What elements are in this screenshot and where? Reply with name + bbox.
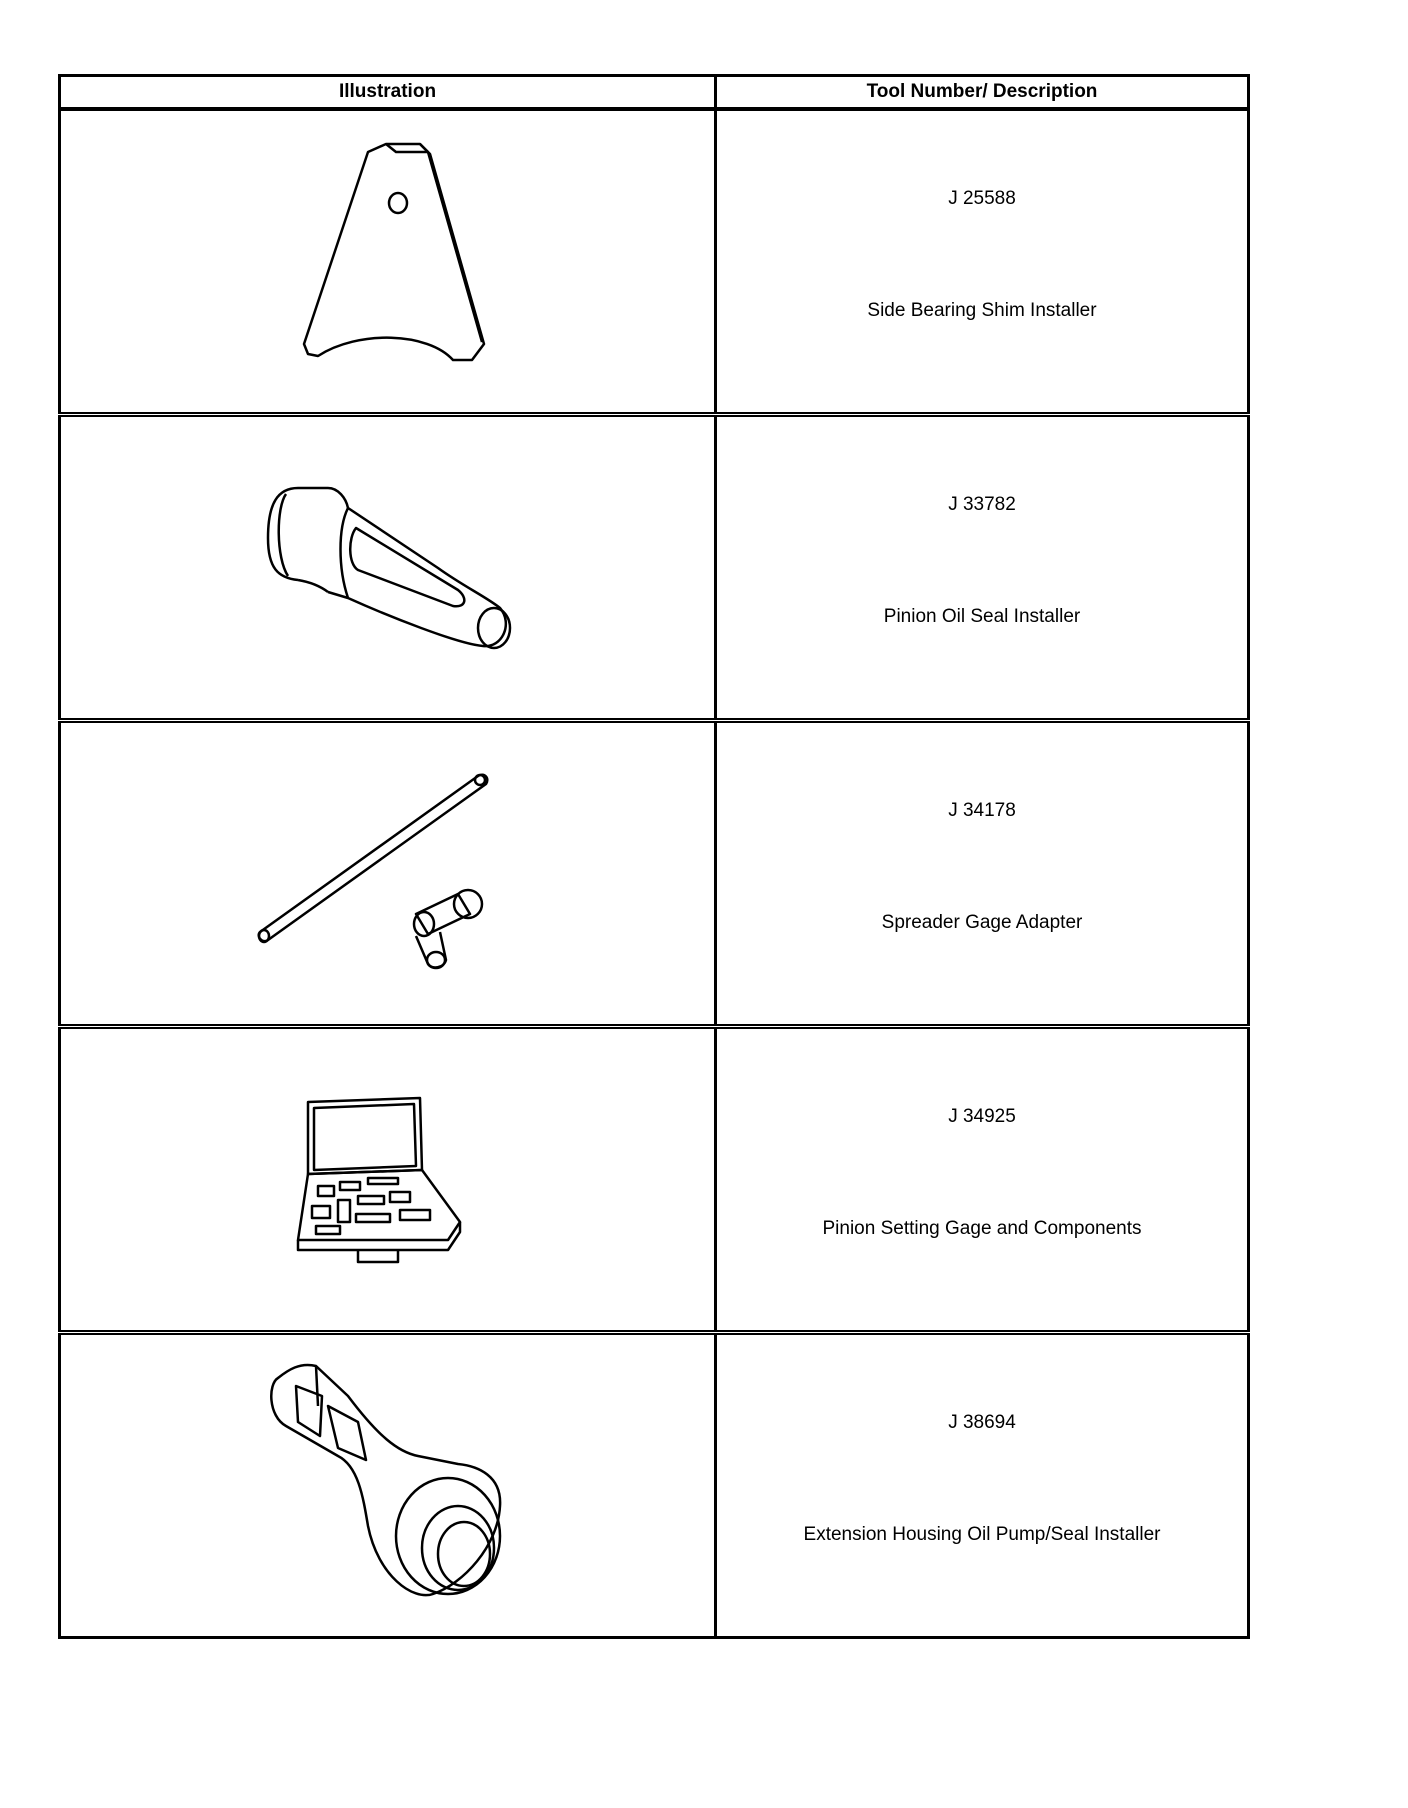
illustration-cell [60, 109, 716, 415]
tool-description: Spreader Gage Adapter [881, 911, 1083, 933]
seal-installer-icon [238, 458, 538, 678]
tool-number: J 34178 [948, 799, 1016, 821]
gage-kit-case-icon [288, 1090, 488, 1270]
tool-number: J 38694 [948, 1411, 1016, 1433]
illustration-cell [60, 721, 716, 1027]
illustration-cell [60, 1333, 716, 1638]
tool-number: J 34925 [948, 1105, 1016, 1127]
table-row [60, 109, 1249, 415]
tool-description: Pinion Oil Seal Installer [883, 605, 1081, 627]
extension-installer-icon [238, 1356, 538, 1616]
header-tool-number-description: Tool Number/ Description [716, 76, 1249, 110]
header-illustration: Illustration [60, 76, 716, 110]
special-tools-table [58, 74, 1250, 1639]
shim-installer-icon [258, 132, 518, 392]
table-row [60, 415, 1249, 721]
tool-cell [716, 1027, 1249, 1333]
table-row [60, 1333, 1249, 1638]
table-row [60, 721, 1249, 1027]
tool-number: J 25588 [948, 187, 1016, 209]
tool-number: J 33782 [948, 493, 1016, 515]
tool-cell [716, 415, 1249, 721]
illustration-cell [60, 415, 716, 721]
table-header-row [60, 76, 1249, 110]
tool-cell [716, 1333, 1249, 1638]
gage-adapter-icon [248, 764, 528, 984]
tool-description: Pinion Setting Gage and Components [822, 1217, 1142, 1239]
illustration-cell [60, 1027, 716, 1333]
tool-cell [716, 721, 1249, 1027]
table-row [60, 1027, 1249, 1333]
tool-description: Side Bearing Shim Installer [867, 299, 1097, 321]
tool-cell [716, 109, 1249, 415]
tool-description: Extension Housing Oil Pump/Seal Installer [803, 1523, 1161, 1545]
